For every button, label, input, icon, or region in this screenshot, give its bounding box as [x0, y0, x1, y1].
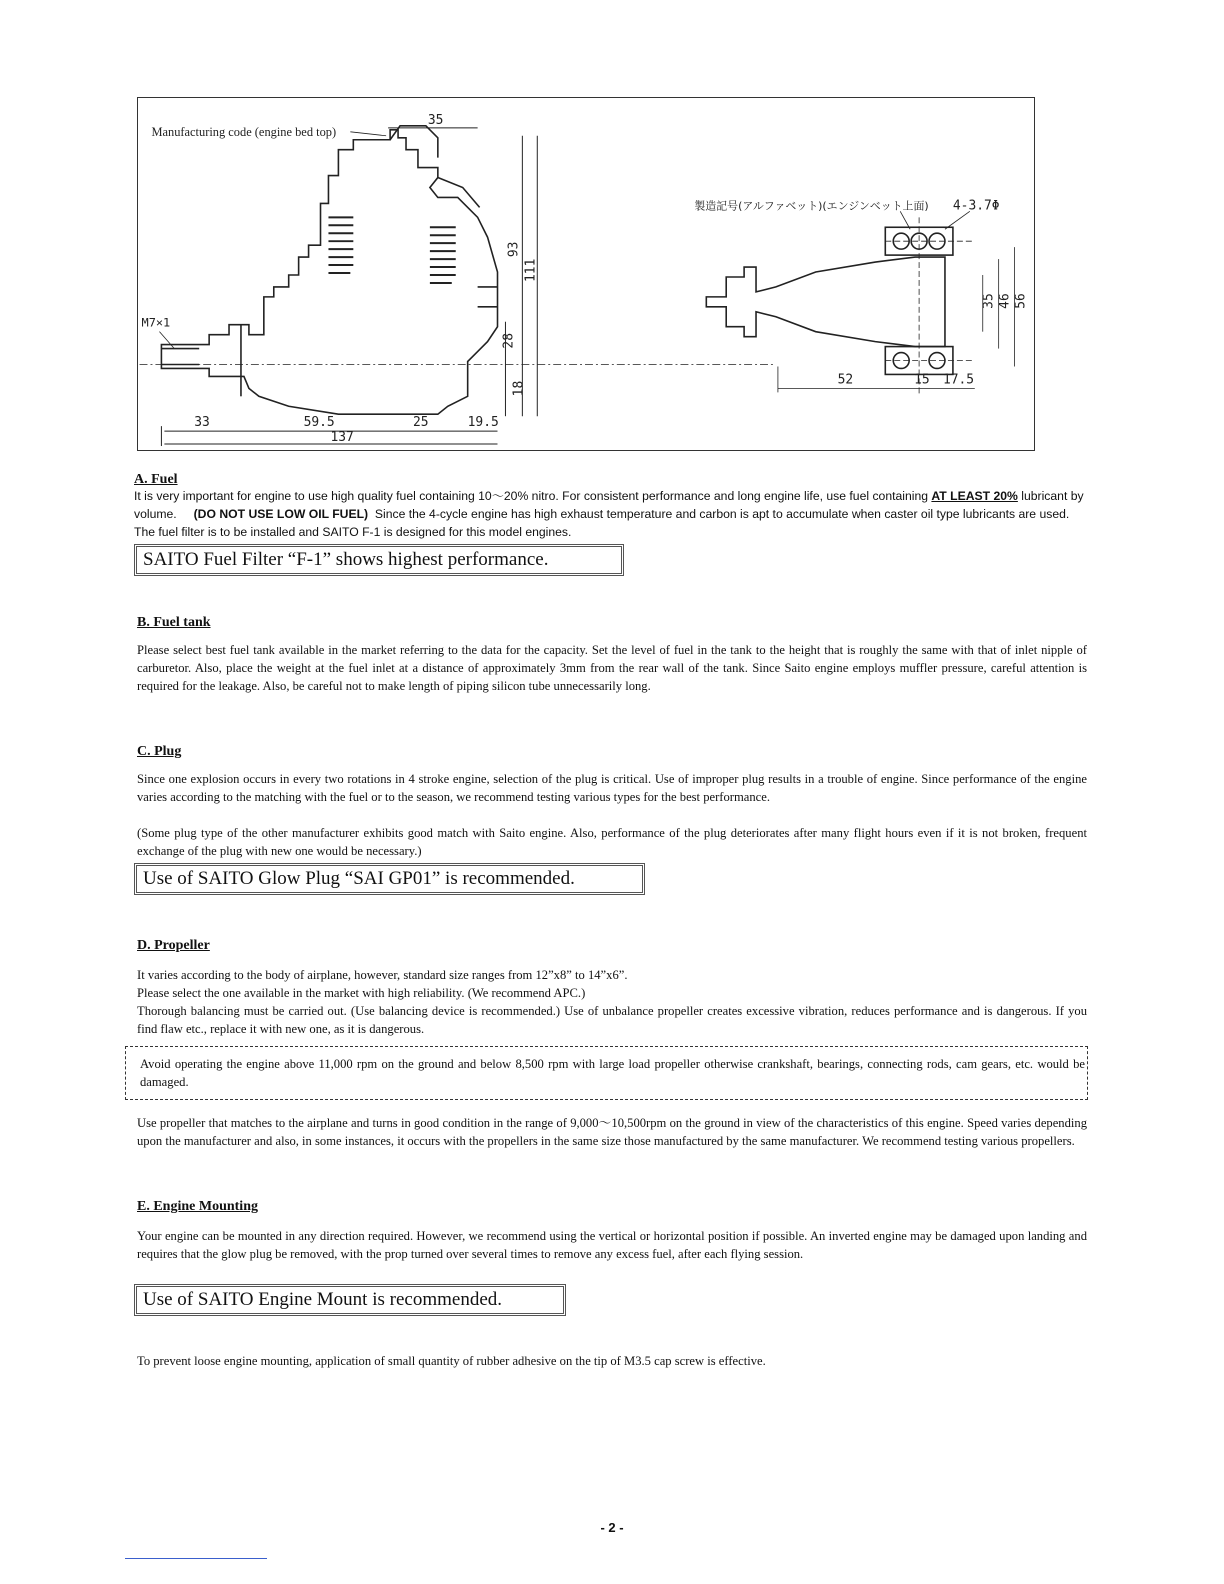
fuel-tank-heading: B. Fuel tank	[137, 615, 211, 630]
engine-drawing	[138, 98, 1034, 450]
dim-label: 111	[523, 258, 539, 282]
manufacturing-code-label: Manufacturing code (engine bed top)	[151, 124, 337, 139]
propeller-line-1: It varies according to the body of airplane, however, standard size ranges from 12”x8” to 14”x6”.	[137, 968, 628, 982]
dim-label: 93	[506, 241, 522, 258]
fuel-text	[134, 487, 1092, 541]
dim-label: 28	[501, 333, 517, 349]
holes-label: 4-3.7Φ	[952, 198, 1000, 214]
glow-plug-callout: Use of SAITO Glow Plug “SAI GP01” is recommended.	[134, 863, 645, 895]
mounting-text: Your engine can be mounted in any direction required. However, we recommend using the vertical or horizontal position if possible. An inverted engine may be damaged upon landing and requires that the glow plug be removed, with the prop turned over several times to remove any excess fuel, after each flying session.	[137, 1229, 1087, 1261]
rpm-warning-text: Avoid operating the engine above 11,000 rpm on the ground and below 8,500 rpm with large load propeller otherwise crankshaft, bearings, connecting rods, cam gears, etc. would be damaged.	[140, 1057, 1085, 1089]
fuel-tank-text: Please select best fuel tank available in the market referring to the data for the capacity. Set the level of fuel in the tank to the height that is roughly the same with that of inlet nipple of carburetor. Also, place the weight at the fuel inlet at a distance of approximately 3mm from the rear wall of the tank. Since Saito engine employs muffler pressure, careful attention is required for the leakage. Also, be careful not to make length of piping silicon tube unnecessarily long.	[137, 643, 1087, 693]
dim-label: 33	[194, 415, 210, 431]
dim-label: 35	[427, 112, 444, 128]
dim-label: 137	[330, 430, 354, 446]
dim-label: 52	[837, 372, 854, 388]
dim-label: 17.5	[942, 372, 975, 388]
propeller-line-3: Thorough balancing must be carried out. (Use balancing device is recommended.) Use of unbalance propeller creates excessive vibration, reduces performance and is dangerous. If you find flaw etc., replace it with new one, as it is dangerous.	[137, 1004, 1087, 1036]
plug-heading: C. Plug	[137, 744, 182, 759]
thread-label: M7×1	[141, 315, 171, 330]
dim-label: 15	[914, 372, 930, 388]
engine-dimension-diagram	[137, 97, 1035, 451]
dim-label: 35	[981, 293, 997, 309]
dim-label: 18	[511, 380, 527, 397]
fuel-heading: A. Fuel	[134, 472, 178, 487]
manufacturing-code-jp-label: 製造記号(アルファベット)(エンジンベット上面)	[694, 199, 929, 213]
dim-label: 56	[1013, 293, 1029, 309]
rpm-warning-box	[125, 1046, 1088, 1100]
footer-rule	[125, 1558, 267, 1559]
plug-text-1: Since one explosion occurs in every two rotations in 4 stroke engine, selection of the plug is critical. Use of improper plug results in a trouble of engine. Since performance of the engine varies according to the matching with the fuel or to the season, we recommend testing various types for the best performance.	[137, 772, 1087, 804]
fuel-text-2: lubricant by volume.	[134, 489, 1084, 521]
dim-label: 59.5	[303, 415, 335, 431]
fuel-text-3: Since the 4-cycle engine has high exhaust temperature and carbon is apt to accumulate when caster oil type lubricants are used. The fuel filter is to be installed and SAITO F-1 is designed for this model engines.	[134, 507, 1070, 539]
dim-label: 19.5	[467, 415, 499, 431]
plug-text-2: (Some plug type of the other manufacturer exhibits good match with Saito engine. Also, performance of the plug deteriorates after many flight hours even if it is not broken, frequent exchange of the plug with new one would be necessary.)	[137, 826, 1087, 858]
dim-label: 25	[412, 415, 429, 431]
fuel-text-1: It is very important for engine to use high quality fuel containing 10～20% nitro. For consistent performance and long engine life, use fuel containing	[134, 489, 929, 503]
propeller-line-2: Please select the one available in the market with high reliability. (We recommend APC.)	[137, 986, 586, 1000]
dim-label: 46	[997, 293, 1013, 309]
fuel-filter-callout: SAITO Fuel Filter “F-1” shows highest performance.	[134, 544, 624, 576]
fuel-emphasis-20: AT LEAST 20%	[931, 489, 1018, 503]
page-number: - 2 -	[600, 1520, 624, 1535]
engine-mount-callout: Use of SAITO Engine Mount is recommended.	[134, 1284, 566, 1316]
mounting-text-after: To prevent loose engine mounting, application of small quantity of rubber adhesive on the tip of M3.5 cap screw is effective.	[137, 1354, 766, 1368]
fuel-emphasis-low-oil: (DO NOT USE LOW OIL FUEL)	[193, 507, 369, 521]
propeller-heading: D. Propeller	[137, 938, 210, 953]
mounting-heading: E. Engine Mounting	[137, 1199, 258, 1214]
propeller-text-after: Use propeller that matches to the airplane and turns in good condition in the range of 9,000～10,500rpm on the ground in view of the characteristics of this engine. Speed varies depending upon the manufacturer and also, in some instances, it occurs with the propellers in the same size those manufactured by the same manufacturer. We recommend testing various propellers.	[137, 1116, 1087, 1148]
